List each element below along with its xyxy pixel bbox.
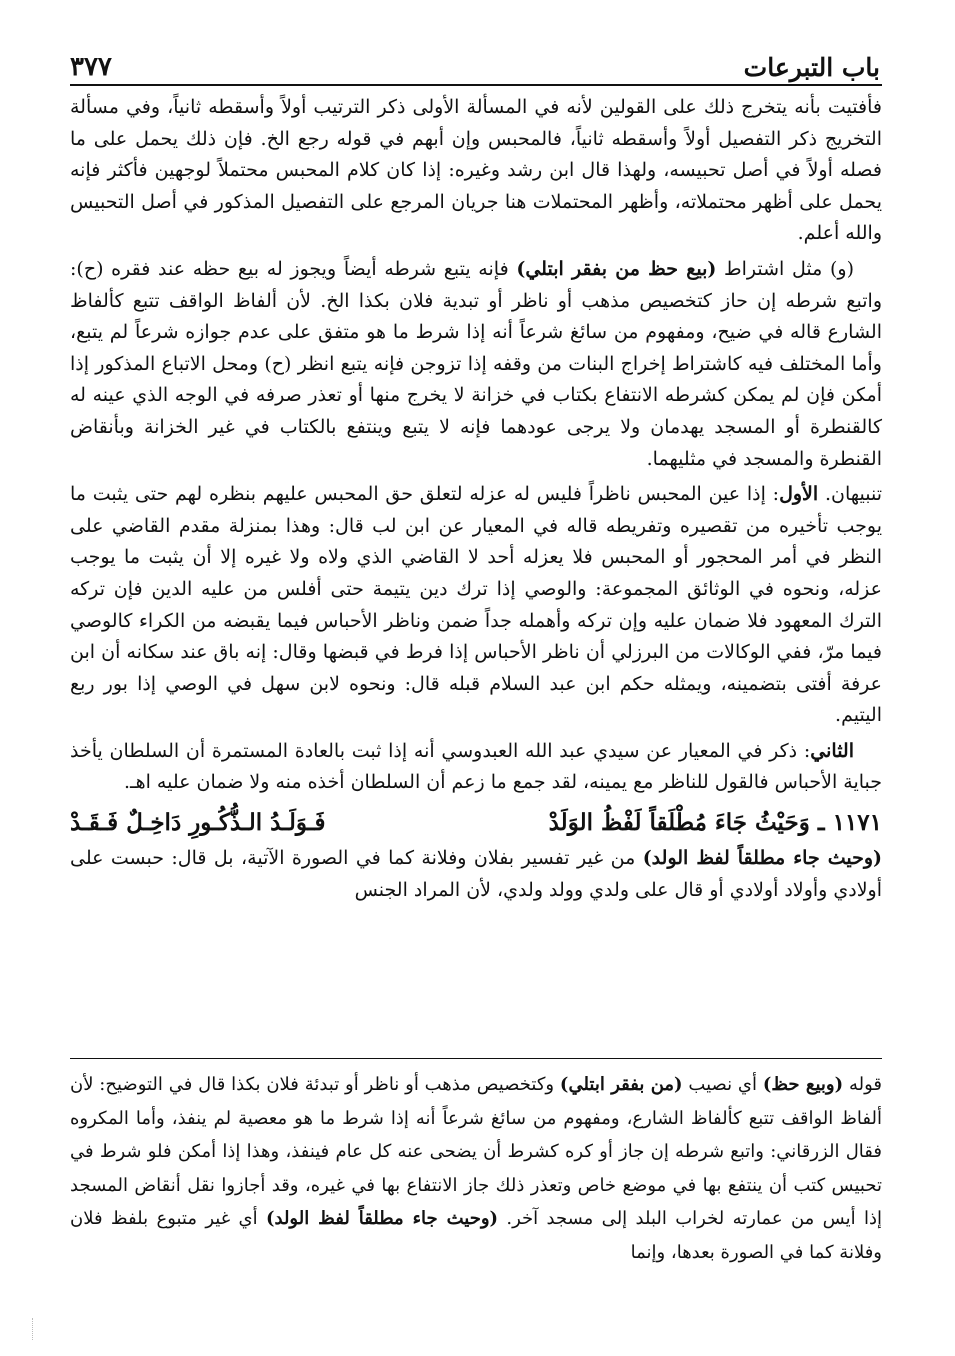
verse-first-hemistich: وَحَيْثُ جَاءَ مُطْلَقاً لَفْظُ الوَلَدْ <box>548 809 810 837</box>
footnote-divider <box>70 1058 882 1059</box>
paragraph-text: من غير تفسير بفلان وفلانة كما في الصورة الآتية، بل قال: حبست على أولادي وأولاد أولادي أو قال على ولدي وولد ولدي، لأن المراد الجنس <box>70 847 882 901</box>
paragraph-text: تنبيهان. <box>818 483 882 506</box>
paragraph-text: (و) مثل اشتراط <box>716 257 854 280</box>
verse-number: ١١٧١ ـ <box>817 809 882 837</box>
footnote-text: أي غير متبوع بلفظ فلان وفلانة كما في الصورة بعدها، وإنما <box>70 1208 882 1263</box>
bold-term: الثاني <box>810 739 854 762</box>
paragraph-text: فإنه يتبع شرطه أيضاً ويجوز له بيع حظه عند فقره (ح): واتبع شرطه إن حاز كتخصيص مذهب أو ناظر أو تبدية فلان بكذا الخ. لأن ألفاظ الواقف تتبع كألفاظ الشارع قاله في ضيح، ومفهوم من سائغ شرعاً أنه إذا شرط ما هو متفق على عدم جوازه شرعاً لم يتبع، وأما المختلف فيه كاشتراط إخراج البنات من وقفه إذا تزوجن فإنه يتبع انظر (ح) ومحل الاتباع المذكور إذا أمكن فإن لم يمكن كشرطه الانتفاع بكتاب في خزانة لا يخرج منها أو تعذر صرفه في الوجه الذي عينه له كالقنطرة أو المسجد يهدمان ولا يرجى عودهما فإنه لا يتبع وينتفع بالكتاب في غير الخزانة وبأنقاض القنطرة والمسجد في مثليهما. <box>70 257 882 470</box>
paragraph <box>70 254 882 475</box>
footnote-paragraph <box>70 1068 882 1269</box>
bold-term: الأول <box>779 483 819 506</box>
header-divider <box>70 84 882 86</box>
footnote-text: قوله <box>843 1074 883 1095</box>
bold-term: (وحيث جاء مطلقاً لفظ الولد) <box>265 1208 499 1229</box>
paragraph-text: : ذكر في المعيار عن سيدي عبد الله العبدوسي أنه إذا ثبت بالعادة المستمرة أن السلطان يأخذ جباية الأحباس فالقول للناظر مع يمينه، لقد جمع ما زعم أن السلطان أخذه منه ولا ضمان عليه اهـ. <box>70 739 882 794</box>
bold-term: (وحيث جاء مطلقاً لفظ الولد) <box>642 847 882 870</box>
verse-line <box>70 803 882 843</box>
footnote-text: وكتخصيص مذهب أو ناظر أو تبدئة فلان بكذا قال في التوضيح: لأن ألفاظ الواقف تتبع كألفاظ الشارع، ومفهوم من سائغ شرعاً أنه إذا شرط ما هو معصية لم ينفذ، وأما المكروه فقال الزرقاني: واتبع شرطه إن جاز أو كره كشرط أن يضحى عنه كل عام فينفذ، وهذا إذا أمكن فلو شرط في تحبيس كتب أن ينتفع بها في موضع خاص وتعذر ذلك جاز الانتفاع بها في غيره، وقد أجازوا نقل أنقاض المسجد إذا أيس من عمارته لخراب البلد إلى مسجد آخر. <box>70 1074 882 1229</box>
bold-term: (بيع حظ من بفقر ابتلي) <box>516 257 717 280</box>
chapter-title: باب التبرعات <box>743 53 880 82</box>
main-text <box>70 92 882 906</box>
paragraph <box>70 479 882 732</box>
verse-second-half: فَـوَلَـدُ الـذُّكُـورِ دَاخِـلٌ فَـقَـدْ <box>70 809 326 837</box>
commentary-paragraph <box>70 843 882 906</box>
scan-margin-mark <box>32 1318 37 1340</box>
footnotes <box>70 1068 882 1269</box>
bold-term: (من بفقر ابتلي) <box>559 1074 683 1095</box>
page-header <box>70 42 880 82</box>
bold-term: (وبيع حظ) <box>762 1074 844 1095</box>
paragraph-text: فأفتيت بأنه يتخرج ذلك على القولين لأنه في المسألة الأولى ذكر الترتيب أولاً وأسقطه ثانياً، وفي مسألة التخريج ذكر التفصيل أولاً وأسقطه ثانياً، فالمحبس وإن أبهم في قوله رجع الخ. فإن ذلك يحمل على ما فصله أولاً في أصل تحبيسه، ولهذا قال ابن رشد وغيره: إذا كان كلام المحبس محتملاً لوجهين فأكثر فإنه يحمل على أظهر محتملاته، وأظهر المحتملات هنا جريان المرجع على التفصيل المذكور في أصل التحبيس والله أعلم. <box>70 96 882 245</box>
paragraph-text: : إذا عين المحبس ناظراً فليس له عزله لتعلق حق المحبس عليهم بنظره لهم حتى يثبت ما يوجب تأخيره من تقصيره وتفريطه قاله في المعيار عن ابن لب قال: وهذا بمنزلة مقدم القاضي على النظر في أمر المحجور أو المحبس فلا يعزله أحد لا القاضي الذي ولاه ولا غيره إلا أن يثبت ما يوجب عزله، ونحوه في الوثائق المجموعة: والوصي إذا ترك دين يتيمة حتى أفلس من عليه الدين فإن تركه الترك المعهود فلا ضمان عليه وإن تركه وأهمله جداً ضمن وناظر الأحباس فيما يقبضه من الكراء كالوصي فيما مرّ، ففي الوكالات من البرزلي أن ناظر الأحباس إذا فرط في قبضها وقال: إنه باق عند سكانه أن ابن عرفة أفتى بتضمينه، ويمثله حكم ابن عبد السلام قبله قال: ونحوه لابن سهل في الوصي إذا بور ربع اليتيم. <box>70 483 882 727</box>
paragraph <box>70 92 882 250</box>
page-number: ٣٧٧ <box>70 52 112 82</box>
verse-first-half <box>549 803 882 843</box>
footnote-text: أي نصيب <box>682 1074 763 1095</box>
paragraph <box>70 736 882 799</box>
